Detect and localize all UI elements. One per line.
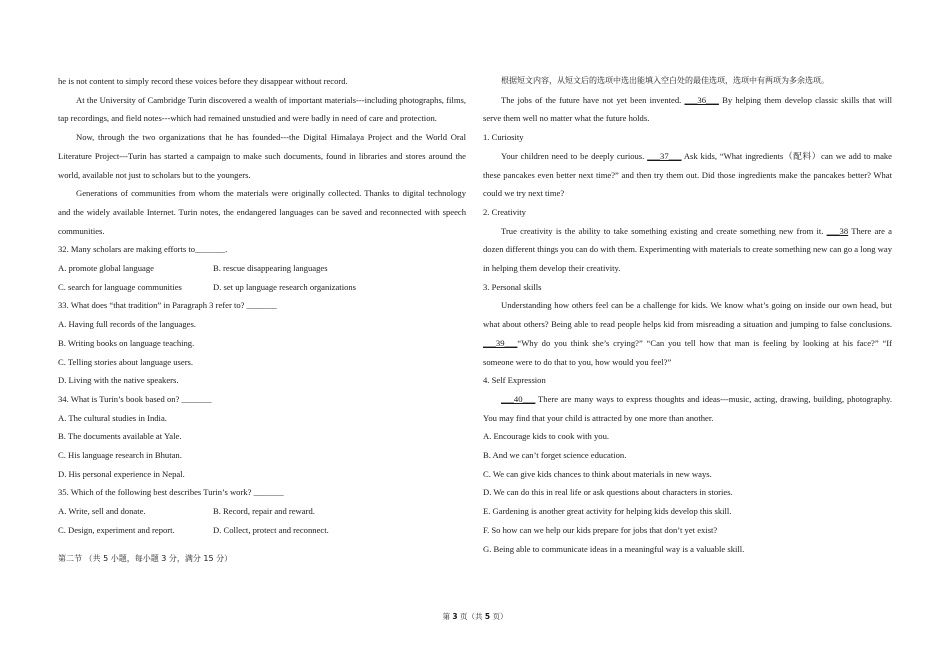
passage-paragraph: At the University of Cambridge Turin discovered a wealth of important materials---including photographs, films, tap recordings, and field notes---which had remained unstudied and were badly in need of care and protection.: [58, 94, 466, 124]
personal-skills-paragraph: Understanding how others feel can be a challenge for kids. We know what’s going on inside our own head, but what about others? Being able to read people helps kid from misreading a situation and jumping to false conclusions. ___39___“Why do you think she’s crying?” “Can you tell how that man is feeling by looking at his face?” “If someone were to do that to you, how would you feel?”: [483, 300, 892, 367]
option-c: C. search for language communities: [58, 281, 182, 292]
option-d: D. His personal experience in Nepal.: [58, 468, 185, 479]
question-32-stem: 32. Many scholars are making efforts to_______.: [58, 244, 228, 255]
question-34-stem: 34. What is Turin’s book based on? _______: [58, 393, 212, 404]
page-footer: 第 3 页（共 5 页）: [442, 612, 508, 621]
question-35-options: [58, 521, 466, 540]
option-b: B. The documents available at Yale.: [58, 431, 182, 442]
passage-paragraph: he is not content to simply record these voices before they disappear without record.: [58, 76, 348, 86]
instruction: 根据短文内容，从短文后的选项中选出能填入空白处的最佳选项，选项中有两项为多余选项。: [501, 76, 829, 85]
intro-paragraph: The jobs of the future have not yet been invented. ___36___ By helping them develop classic skills that will serve them well no matter what the future holds.: [483, 94, 892, 124]
option-c: C. Telling stories about language users.: [58, 356, 194, 367]
creativity-paragraph: True creativity is the ability to take something existing and create something new from it. ___38 There are a dozen different things you can do with them. Experimenting with materials to create something new can go a long way in helping them develop their creativity.: [483, 225, 892, 274]
option-d: D. We can do this in real life or ask questions about characters in stories.: [483, 487, 733, 498]
question-35-options: [58, 502, 466, 521]
section-2-heading: 第二节 （共 5 小题，每小题 3 分，满分 15 分）: [58, 553, 233, 563]
curiosity-paragraph: Your children need to be deeply curious. ___37___ Ask kids, “What ingredients（配料）can we add to make these pancakes even better next time?” and then try them out. Did those ingredients make the pancakes better? What could we try next time?: [483, 150, 892, 199]
option-d: D. set up language research organizations: [213, 281, 357, 292]
heading-personal-skills: 3. Personal skills: [483, 281, 542, 292]
passage-paragraph: Now, through the two organizations that he has founded---the Digital Himalaya Project and the World Oral Literature Project---Turin has started a campaign to make such documents, found in libraries and stores around the world, available not just to scholars but to the youngers.: [58, 132, 466, 180]
option-b: B. Record, repair and reward.: [213, 506, 315, 517]
self-expression-paragraph: ___40___ There are many ways to express thoughts and ideas---music, acting, drawing, building, photography. You may find that your child is attracted by one more than another.: [483, 393, 892, 423]
question-35-stem: 35. Which of the following best describes Turin’s work? _______: [58, 487, 284, 498]
question-33-stem: 33. What does “that tradition” in Paragraph 3 refer to? _______: [58, 300, 277, 311]
option-b: B. And we can’t forget science education.: [483, 450, 627, 461]
question-32-options: [58, 278, 466, 297]
option-c: C. His language research in Bhutan.: [58, 450, 182, 461]
option-b: B. Writing books on language teaching.: [58, 337, 195, 348]
option-c: C. Design, experiment and report.: [58, 524, 175, 535]
option-a: A. Having full records of the languages.: [58, 319, 196, 330]
page-number: 3: [452, 612, 458, 621]
heading-curiosity: 1. Curiosity: [483, 132, 524, 143]
left-column: [58, 72, 466, 568]
option-e: E. Gardening is another great activity for helping kids develop this skill.: [483, 506, 732, 517]
blank-36: ___36___: [684, 94, 719, 105]
option-g: G. Being able to communicate ideas in a meaningful way is a valuable skill.: [483, 543, 745, 554]
blank-38: ___38: [826, 225, 849, 236]
blank-40: ___40___: [501, 393, 536, 404]
question-32-options: [58, 259, 466, 278]
option-a: A. The cultural studies in India.: [58, 412, 167, 423]
option-b: B. rescue disappearing languages: [213, 263, 328, 274]
option-a: A. Write, sell and donate.: [58, 506, 146, 517]
heading-self-expression: 4. Self Expression: [483, 375, 546, 386]
option-a: A. Encourage kids to cook with you.: [483, 431, 610, 442]
blank-39: ___39___: [483, 337, 518, 348]
passage-paragraph: Generations of communities from whom the materials were originally collected. Thanks to digital technology and the widely available Internet. Turin notes, the endangered languages can be saved and reconnected with speech communities.: [58, 188, 466, 236]
total-pages: 5: [484, 612, 491, 621]
blank-37: ___37___: [647, 150, 682, 161]
heading-creativity: 2. Creativity: [483, 206, 526, 217]
option-f: F. So how can we help our kids prepare for jobs that don’t yet exist?: [483, 524, 718, 535]
option-d: D. Collect, protect and reconnect.: [213, 524, 329, 535]
answer-blank: _______: [246, 300, 277, 311]
right-column: [483, 72, 892, 558]
option-c: C. We can give kids chances to think about materials in new ways.: [483, 468, 712, 479]
option-a: A. promote global language: [58, 263, 154, 274]
option-d: D. Living with the native speakers.: [58, 375, 179, 386]
